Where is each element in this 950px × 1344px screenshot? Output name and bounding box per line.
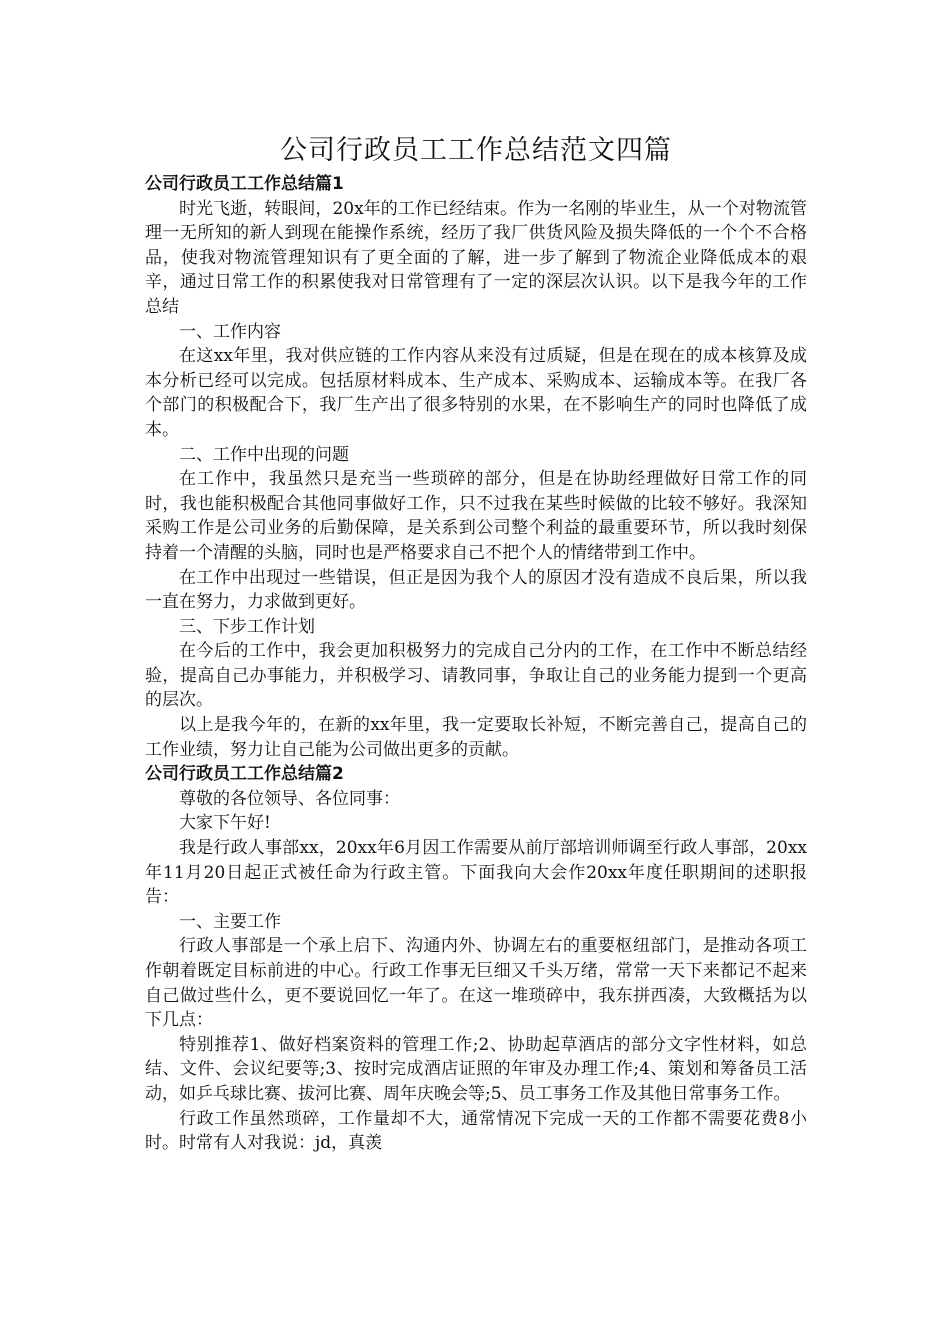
subheading-problems: 二、工作中出现的问题 [179,444,349,465]
section-heading: 公司行政员工工作总结篇2 [145,764,344,785]
paragraph: 行政人事部是一个承上启下、沟通内外、协调左右的重要枢纽部门，是推动各项工作朝着既定目标前进的中心。行政工作事无巨细又千头万绪，常常一天下来都记不起来自己做过些什么，更不要说回忆一年了。在这一堆琐碎中，我东拼西凑，大致概括为以下几点： [145,936,807,1031]
subheading-next-plan: 三、下步工作计划 [179,616,315,637]
section-2 [145,762,807,1156]
paragraph: 在工作中出现过一些错误，但正是因为我个人的原因才没有造成不良后果，所以我一直在努力，力求做到更好。 [145,567,807,613]
paragraph: 以上是我今年的，在新的xx年里，我一定要取长补短，不断完善自己，提高自己的工作业绩，努力让自己能为公司做出更多的贡献。 [145,715,807,760]
paragraph: 我是行政人事部xx，20xx年6月因工作需要从前厅部培训师调至行政人事部，20xx年11月20日起正式被任命为行政主管。下面我向大会作20xx年度任职期间的述职报告： [145,838,807,908]
paragraph: 在今后的工作中，我会更加积极努力的完成自己分内的工作，在工作中不断总结经验，提高自己办事能力，并积极学习、请教同事，争取让自己的业务能力提到一个更高的层次。 [145,641,807,711]
paragraph: 行政工作虽然琐碎，工作量却不大，通常情况下完成一天的工作都不需要花费8小时。时常有人对我说：jd，真羡 [145,1108,807,1154]
subheading-work-content: 一、工作内容 [179,321,281,342]
paragraph: 特别推荐1、做好档案资料的管理工作;2、协助起草酒店的部分文字性材料，如总结、文件、会议纪要等;3、按时完成酒店证照的年审及办理工作;4、策划和筹备员工活动，如乒乓球比赛、拔河比赛、周年庆晚会等;5、员工事务工作及其他日常事务工作。 [145,1034,807,1104]
document-page [145,130,807,1156]
paragraph: 在工作中，我虽然只是充当一些琐碎的部分，但是在协助经理做好日常工作的同时，我也能积极配合其他同事做好工作，只不过我在某些时候做的比较不够好。我深知采购工作是公司业务的后勤保障，是关系到公司整个利益的最重要环节，所以我时刻保持着一个清醒的头脑，同时也是严格要求自己不把个人的情绪带到工作中。 [145,469,807,563]
paragraph: 时光飞逝，转眼间，20x年的工作已经结束。作为一名刚的毕业生，从一个对物流管理一无所知的新人到现在能操作系统，经历了我厂供货风险及损失降低的一个个不合格品，使我对物流管理知识有了更全面的了解，进一步了解到了物流企业降低成本的艰辛，通过日常工作的积累使我对日常管理有了一定的深层次认识。以下是我今年的工作总结 [145,198,807,317]
section-heading: 公司行政员工工作总结篇1 [145,174,344,194]
greeting: 大家下午好! [179,813,271,834]
document-title: 公司行政员工工作总结范文四篇 [280,135,672,166]
section-1 [145,172,807,762]
paragraph: 在这xx年里，我对供应链的工作内容从来没有过质疑，但是在现在的成本核算及成本分析已经可以完成。包括原材料成本、生产成本、采购成本、运输成本等。在我厂各个部门的积极配合下，我厂生产出了很多特别的水果，在不影响生产的同时也降低了成本。 [145,346,807,440]
salutation: 尊敬的各位领导、各位同事： [179,788,400,809]
subheading-main-work: 一、主要工作 [179,911,281,932]
